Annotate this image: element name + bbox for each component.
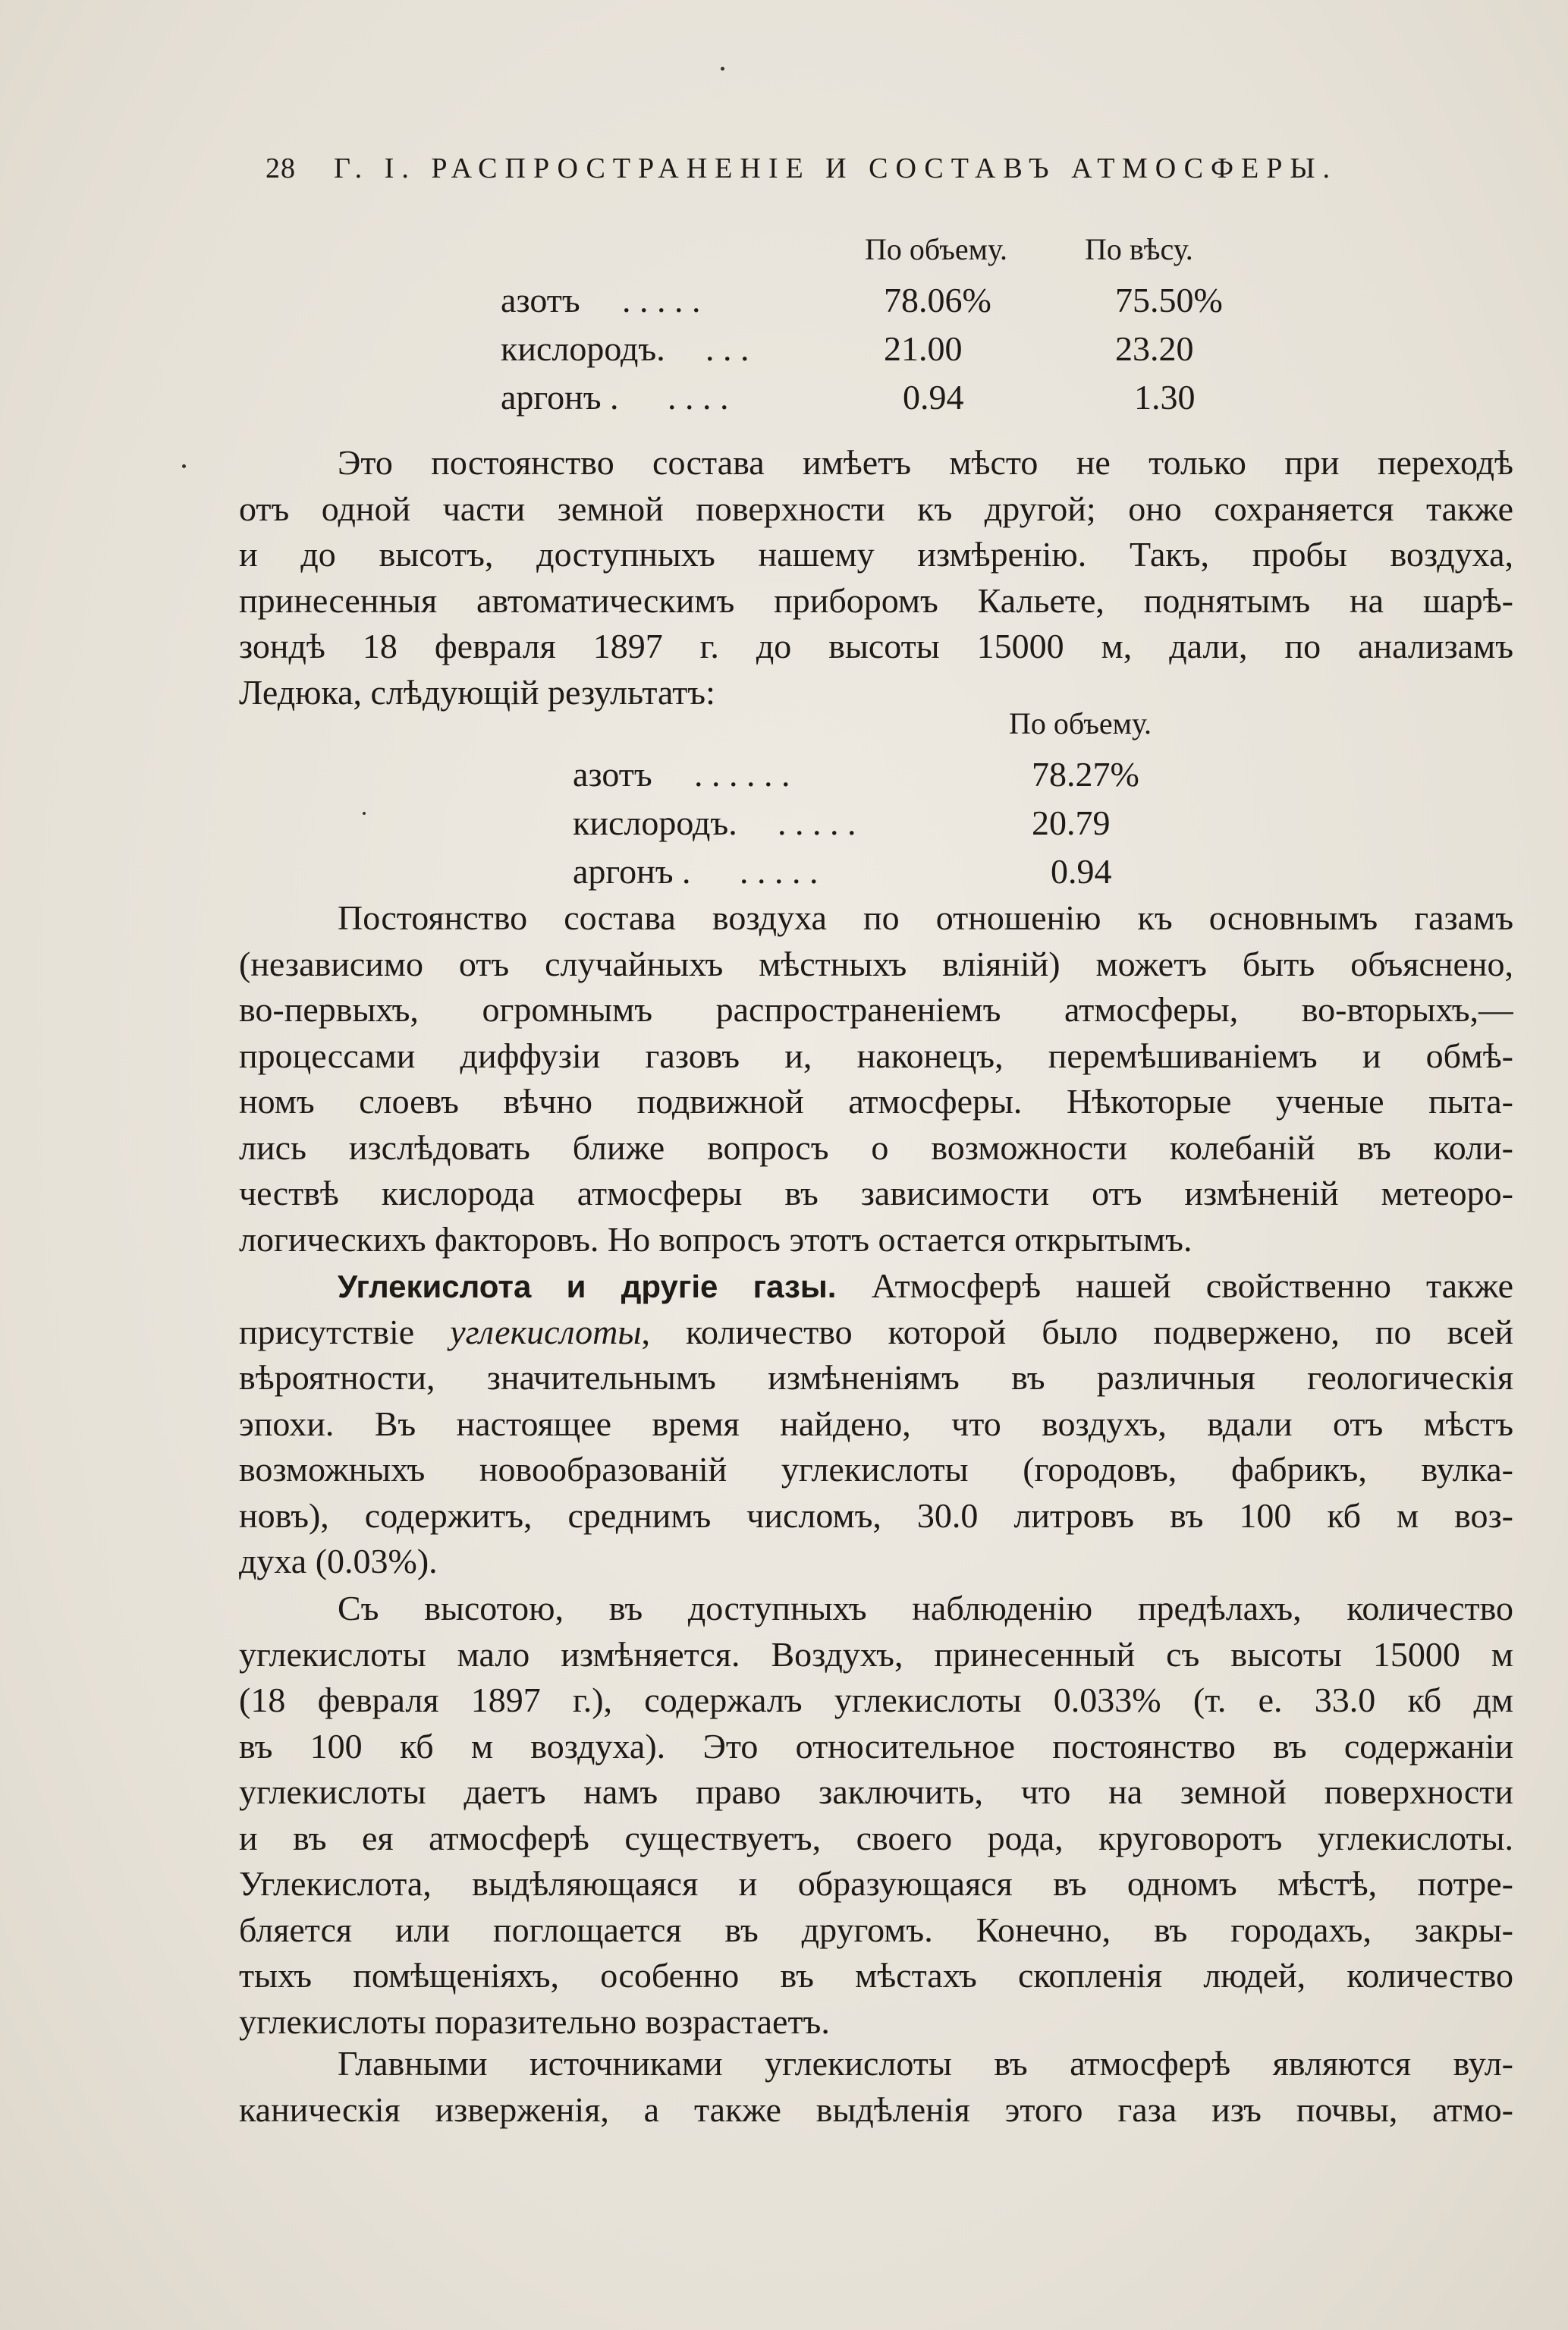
text-line: лись изслѣдовать ближе вопросъ о возможности колебаній въ коли- bbox=[239, 1127, 1513, 1167]
table-header bbox=[501, 231, 1335, 280]
text-line: чествѣ кислорода атмосферы въ зависимости отъ измѣненій метеоро- bbox=[239, 1174, 1513, 1212]
gas-name: кислородъ. bbox=[501, 329, 665, 368]
text-line: бляется или поглощается въ другомъ. Конечно, въ городахъ, закры- bbox=[239, 1910, 1513, 1949]
volume-value: 0.94 bbox=[903, 378, 964, 417]
paragraph bbox=[239, 895, 1513, 1262]
text-line bbox=[239, 1310, 1513, 1356]
text-line: Это постоянство состава имѣетъ мѣсто не только при переходѣ bbox=[338, 443, 1513, 482]
text-line: номъ слоевъ вѣчно подвижной атмосферы. Нѣкоторые ученые пыта- bbox=[239, 1082, 1513, 1121]
weight-value: 23.20 bbox=[1115, 329, 1194, 368]
paragraph bbox=[239, 1586, 1513, 2045]
text-line: и въ ея атмосферѣ существуетъ, своего рода, круговоротъ углекислоты. bbox=[239, 1818, 1513, 1857]
text-line: зондѣ 18 февраля 1897 г. до высоты 15000 м, дали, по анализамъ bbox=[239, 627, 1513, 665]
volume-value: 78.27% bbox=[1032, 755, 1139, 794]
text-line: углекислоты даетъ намъ право заключить, что на земной поверхности bbox=[239, 1772, 1513, 1811]
section-heading: Углекислота и другіе газы. bbox=[338, 1269, 837, 1304]
text-run: Атмосферѣ нашей свойственно также bbox=[871, 1266, 1513, 1305]
weight-value: 1.30 bbox=[1134, 378, 1196, 417]
leader-dots: . . . . . bbox=[622, 281, 701, 319]
text-line: во-первыхъ, огромнымъ распространеніемъ атмосферы, во-вторыхъ,— bbox=[239, 990, 1513, 1029]
speck bbox=[182, 464, 186, 468]
composition-table-2 bbox=[573, 706, 1255, 900]
text-line: въ 100 кб м воздуха). Это относительное постоянство въ содержаніи bbox=[239, 1726, 1513, 1766]
running-title: Г. I. РАСПРОСТРАНЕНІЕ И СОСТАВЪ АТМОСФЕРЫ. bbox=[334, 153, 1338, 184]
text-line: Съ высотою, въ доступныхъ наблюденію предѣлахъ, количество bbox=[338, 1589, 1513, 1627]
column-header-volume: По объему. bbox=[865, 232, 1007, 266]
leader-dots: . . . . . . bbox=[694, 755, 790, 794]
text-line: логическихъ факторовъ. Но вопросъ этотъ остается открытымъ. bbox=[239, 1219, 1192, 1259]
column-header-volume: По объему. bbox=[1009, 706, 1152, 741]
text-line: и до высотъ, доступныхъ нашему измѣренію. Такъ, пробы воздуха, bbox=[239, 535, 1513, 574]
text-line: (независимо отъ случайныхъ мѣстныхъ вліяній) можетъ быть объяснено, bbox=[239, 944, 1513, 983]
column-header-weight: По вѣсу. bbox=[1085, 232, 1193, 266]
text-line: Ледюка, слѣдующій результатъ: bbox=[239, 672, 715, 712]
table-header bbox=[573, 706, 1255, 754]
gas-name: кислородъ. bbox=[573, 803, 737, 842]
table-row bbox=[501, 280, 1335, 329]
text-line: тыхъ помѣщеніяхъ, особенно въ мѣстахъ скопленія людей, количество bbox=[239, 1956, 1513, 1995]
paragraph bbox=[239, 440, 1513, 715]
volume-value: 21.00 bbox=[884, 329, 963, 368]
text-line: отъ одной части земной поверхности къ другой; оно сохраняется также bbox=[239, 489, 1513, 528]
table-row bbox=[501, 377, 1335, 426]
paragraph bbox=[239, 2041, 1513, 2133]
paragraph bbox=[239, 1263, 1513, 1585]
leader-dots: . . . . bbox=[668, 378, 729, 417]
page-number: 28 bbox=[266, 153, 296, 184]
text-line: возможныхъ новообразованій углекислоты (городовъ, фабрикъ, вулка- bbox=[239, 1450, 1513, 1489]
running-header bbox=[266, 152, 1403, 185]
table-row bbox=[501, 329, 1335, 377]
table-row bbox=[573, 803, 1255, 851]
weight-value: 75.50% bbox=[1115, 281, 1223, 319]
text-line: каническія изверженія, а также выдѣленія этого газа изъ почвы, атмо- bbox=[239, 2089, 1513, 2129]
composition-table-1 bbox=[501, 231, 1335, 426]
gas-name: азотъ bbox=[573, 755, 652, 794]
text-line: принесенныя автоматическимъ приборомъ Кальете, поднятымъ на шарѣ- bbox=[239, 580, 1513, 620]
text-line: углекислоты поразительно возрастаетъ. bbox=[239, 2001, 830, 2041]
text-line bbox=[239, 1263, 1513, 1310]
gas-name: азотъ bbox=[501, 281, 580, 319]
text-line: Углекислота, выдѣляющаяся и образующаяся въ одномъ мѣстѣ, потре- bbox=[239, 1864, 1513, 1903]
leader-dots: . . . . . bbox=[740, 852, 819, 891]
text-line: углекислоты мало измѣняется. Воздухъ, принесенный съ высоты 15000 м bbox=[239, 1634, 1513, 1674]
text-line: Постоянство состава воздуха по отношенію къ основнымъ газамъ bbox=[338, 898, 1513, 937]
text-line: духа (0.03%). bbox=[239, 1542, 438, 1580]
table-row bbox=[573, 754, 1255, 803]
text-run: присутствіе bbox=[239, 1312, 451, 1351]
text-line: Главными источниками углекислоты въ атмосферѣ являются вул- bbox=[338, 2044, 1513, 2083]
leader-dots: . . . . . bbox=[778, 803, 856, 842]
text-line: новъ), содержитъ, среднимъ числомъ, 30.0 литровъ въ 100 кб м воз- bbox=[239, 1495, 1513, 1535]
text-run: , количество которой было подвержено, по всей bbox=[641, 1312, 1513, 1351]
gas-name: аргонъ . bbox=[501, 378, 619, 417]
gas-name: аргонъ . bbox=[573, 852, 691, 891]
speck bbox=[363, 812, 366, 815]
volume-value: 78.06% bbox=[884, 281, 991, 319]
volume-value: 0.94 bbox=[1051, 852, 1112, 891]
text-line: (18 февраля 1897 г.), содержалъ углекислоты 0.033% (т. е. 33.0 кб дм bbox=[239, 1681, 1513, 1719]
italic-term: углекислоты bbox=[450, 1312, 642, 1351]
text-line: эпохи. Въ настоящее время найдено, что воздухъ, вдали отъ мѣстъ bbox=[239, 1404, 1513, 1443]
speck bbox=[721, 67, 724, 71]
volume-value: 20.79 bbox=[1032, 803, 1111, 842]
text-line: процессами диффузіи газовъ и, наконецъ, перемѣшиваніемъ и обмѣ- bbox=[239, 1036, 1513, 1075]
table-row bbox=[573, 851, 1255, 900]
leader-dots: . . . bbox=[705, 329, 749, 368]
text-line: вѣроятности, значительнымъ измѣненіямъ въ различныя геологическія bbox=[239, 1358, 1513, 1397]
